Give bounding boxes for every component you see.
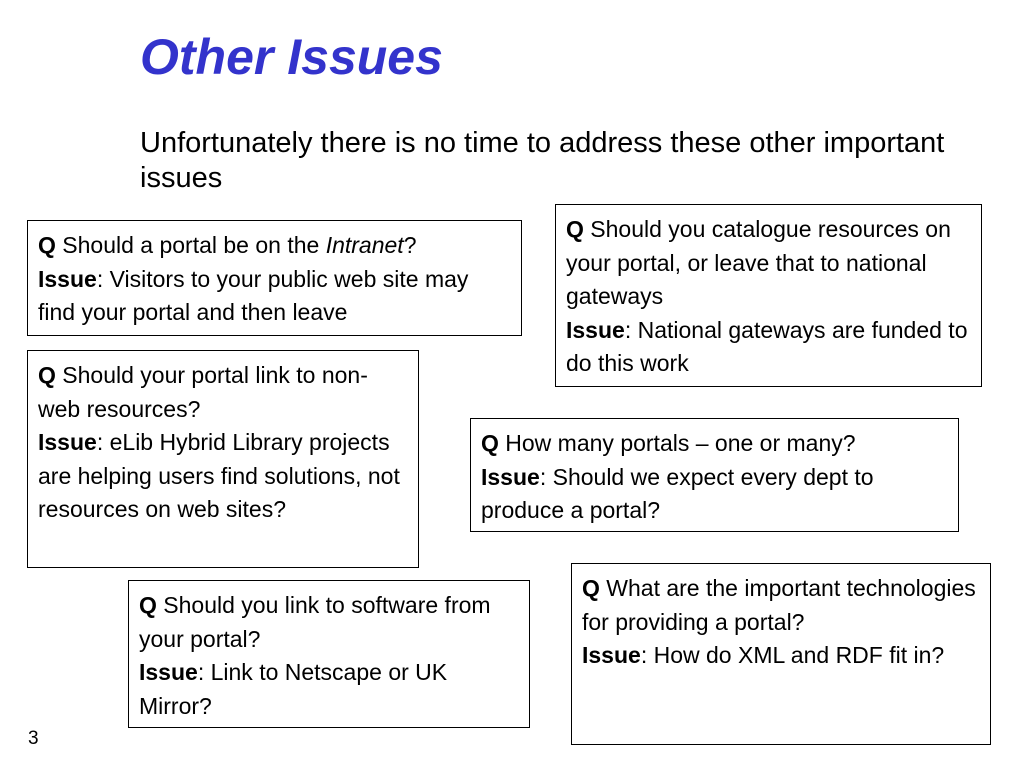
question-part: Should a portal be on the xyxy=(55,232,326,258)
issue-separator: : xyxy=(96,265,110,292)
question-body: How many portals – one or many? xyxy=(498,430,856,456)
issue-body: National gateways are funded to do this work xyxy=(566,316,968,376)
issue-label: Issue xyxy=(38,265,97,292)
issue-label: Issue xyxy=(481,463,540,490)
issue-label: Issue xyxy=(139,659,198,685)
question-text xyxy=(481,427,948,461)
qa-box-intranet xyxy=(27,220,522,336)
qa-box-software-links xyxy=(128,580,530,728)
question-label: Q xyxy=(38,232,56,258)
issue-separator: : xyxy=(96,429,110,455)
issue-body: How do XML and RDF fit in? xyxy=(653,642,945,668)
question-body: What are the important technologies for providing a portal? xyxy=(582,575,976,635)
issue-text xyxy=(139,656,519,723)
question-text xyxy=(566,213,971,314)
slide-number: 3 xyxy=(28,728,39,749)
issue-separator: : xyxy=(539,463,553,490)
question-part: ? xyxy=(403,232,417,258)
issue-text xyxy=(38,263,511,330)
question-body: Should your portal link to non-web resources? xyxy=(38,362,368,422)
slide-subtitle: Unfortunately there is no time to address these other important issues xyxy=(140,127,945,194)
qa-box-technologies xyxy=(571,563,991,745)
qa-box-non-web-resources xyxy=(27,350,419,568)
issue-label: Issue xyxy=(566,316,625,343)
issue-label: Issue xyxy=(38,429,97,455)
question-text xyxy=(582,572,980,639)
issue-body: Link to Netscape or UK Mirror? xyxy=(139,659,448,719)
question-label: Q xyxy=(566,216,584,242)
issue-text xyxy=(38,426,408,527)
issue-text xyxy=(481,461,948,528)
qa-box-catalogue xyxy=(555,204,982,387)
slide-title: Other Issues xyxy=(140,29,443,85)
issue-text xyxy=(566,314,971,381)
question-body: Should you link to software from your portal? xyxy=(139,592,491,652)
issue-body: eLib Hybrid Library projects are helping users find solutions, not resources on web sites? xyxy=(38,429,400,522)
issue-separator: : xyxy=(624,316,638,343)
question-label: Q xyxy=(38,362,56,388)
issue-label: Issue xyxy=(582,642,641,668)
question-label: Q xyxy=(582,575,600,601)
issue-body: Visitors to your public web site may find your portal and then leave xyxy=(38,265,469,325)
qa-box-how-many-portals xyxy=(470,418,959,532)
issue-separator: : xyxy=(640,642,654,668)
question-body: Should you catalogue resources on your portal, or leave that to national gateways xyxy=(566,216,951,309)
issue-text xyxy=(582,639,980,673)
question-emphasis: Intranet xyxy=(325,232,404,258)
question-text xyxy=(38,229,511,263)
issue-body: Should we expect every dept to produce a portal? xyxy=(481,463,874,523)
issue-separator: : xyxy=(197,659,211,685)
question-text xyxy=(38,359,408,426)
question-text xyxy=(139,589,519,656)
question-label: Q xyxy=(481,430,499,456)
question-label: Q xyxy=(139,592,157,618)
